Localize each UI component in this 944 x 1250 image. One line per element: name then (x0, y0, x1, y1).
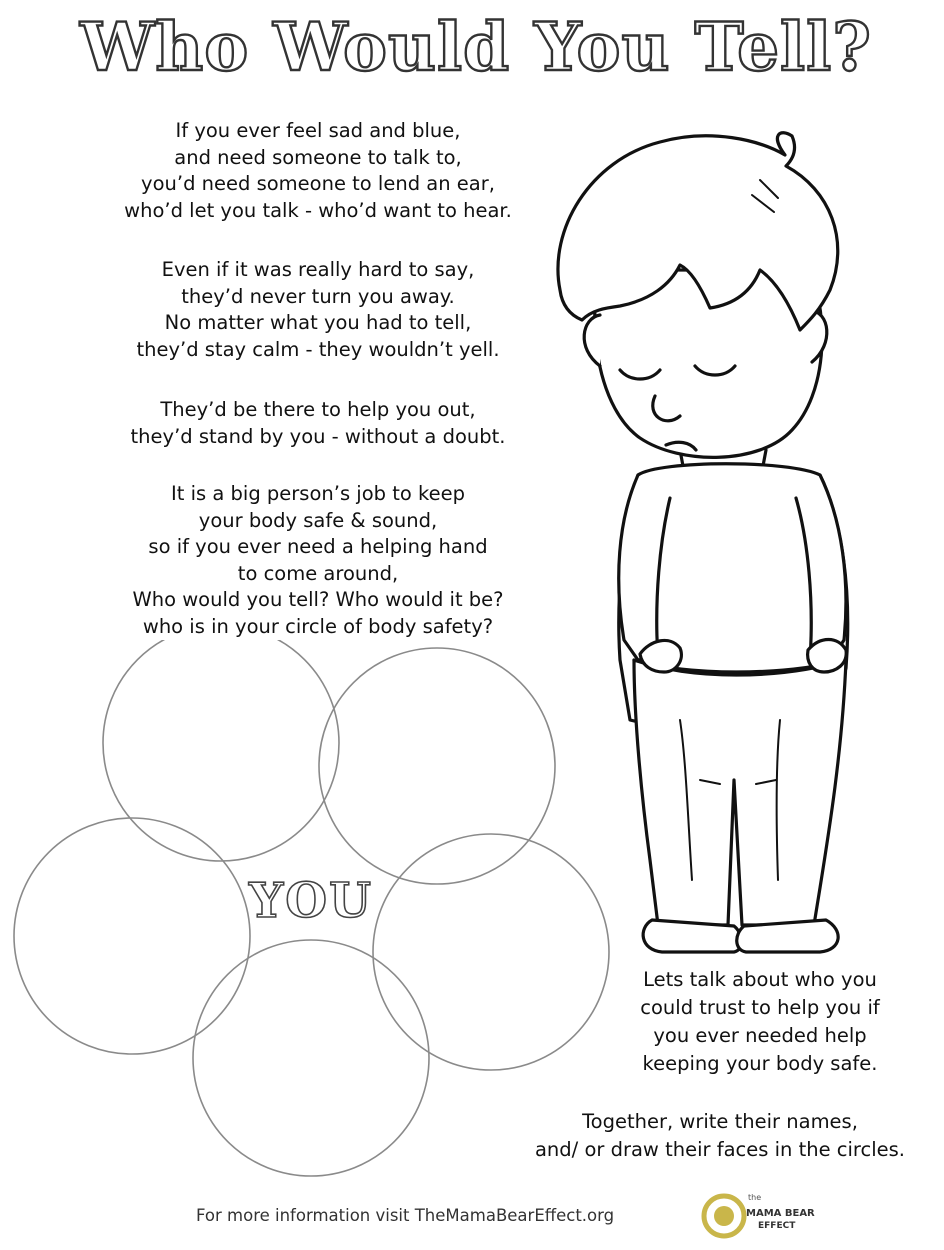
poem-line: they’d never turn you away. (181, 284, 455, 308)
safety-circle-bottom[interactable] (193, 940, 429, 1176)
poem-line: No matter what you had to tell, (164, 311, 472, 334)
safety-circle-top-left[interactable] (103, 640, 339, 861)
page-title-text: Who Would You Tell? (80, 8, 872, 86)
poem-line: and need someone to talk to, (174, 145, 462, 169)
poem-line: they’d stay calm - they wouldn’t yell. (136, 337, 500, 361)
logo-line-2: EFFECT (758, 1221, 796, 1231)
poem-line: they’d stand by you - without a doubt. (130, 424, 506, 448)
poem-line: Even if it was really hard to say, (161, 258, 475, 281)
safety-circle-top-right[interactable] (319, 648, 555, 884)
poem-stanza-3 (78, 397, 558, 450)
poem-line: It is a big person’s job to keep (171, 482, 465, 505)
instruction-line: could trust to help you if (640, 996, 880, 1019)
poem-line: They’d be there to help you out, (160, 398, 476, 421)
instruction-line: and/ or draw their faces in the circles. (534, 1138, 905, 1161)
you-label: YOU (249, 873, 373, 929)
logo-line-1: MAMA BEAR (746, 1208, 815, 1219)
instruction-line: keeping your body safe. (642, 1052, 878, 1075)
write-instructions (500, 1108, 940, 1164)
poem-line: If you ever feel sad and blue, (175, 119, 461, 142)
poem-stanza-4 (78, 481, 558, 640)
mama-bear-effect-logo (700, 1186, 820, 1246)
safety-circle-middle-right[interactable] (373, 834, 609, 1070)
poem-line: who is in your circle of body safety? (142, 614, 494, 638)
talk-instructions (600, 966, 920, 1078)
poem-stanza-1 (78, 118, 558, 224)
safety-circle-middle-left[interactable] (14, 818, 250, 1054)
poem-line: Who would you tell? Who would it be? (132, 588, 504, 611)
poem-line: so if you ever need a helping hand (148, 535, 488, 558)
poem-line: you’d need someone to lend an ear, (141, 172, 495, 195)
poem-line: who’d let you talk - who’d want to hear. (124, 198, 512, 222)
instruction-line: you ever needed help (653, 1024, 867, 1047)
instruction-line: Together, write their names, (582, 1110, 858, 1133)
poem-line: your body safe & sound, (198, 508, 438, 532)
instruction-line: Lets talk about who you (643, 968, 877, 991)
poem-line: to come around, (237, 561, 399, 585)
logo-small-text: the (748, 1193, 762, 1202)
page-title (0, 0, 944, 90)
footer-info: For more information visit TheMamaBearEffect.org (196, 1206, 615, 1225)
poem-stanza-2 (78, 257, 558, 363)
